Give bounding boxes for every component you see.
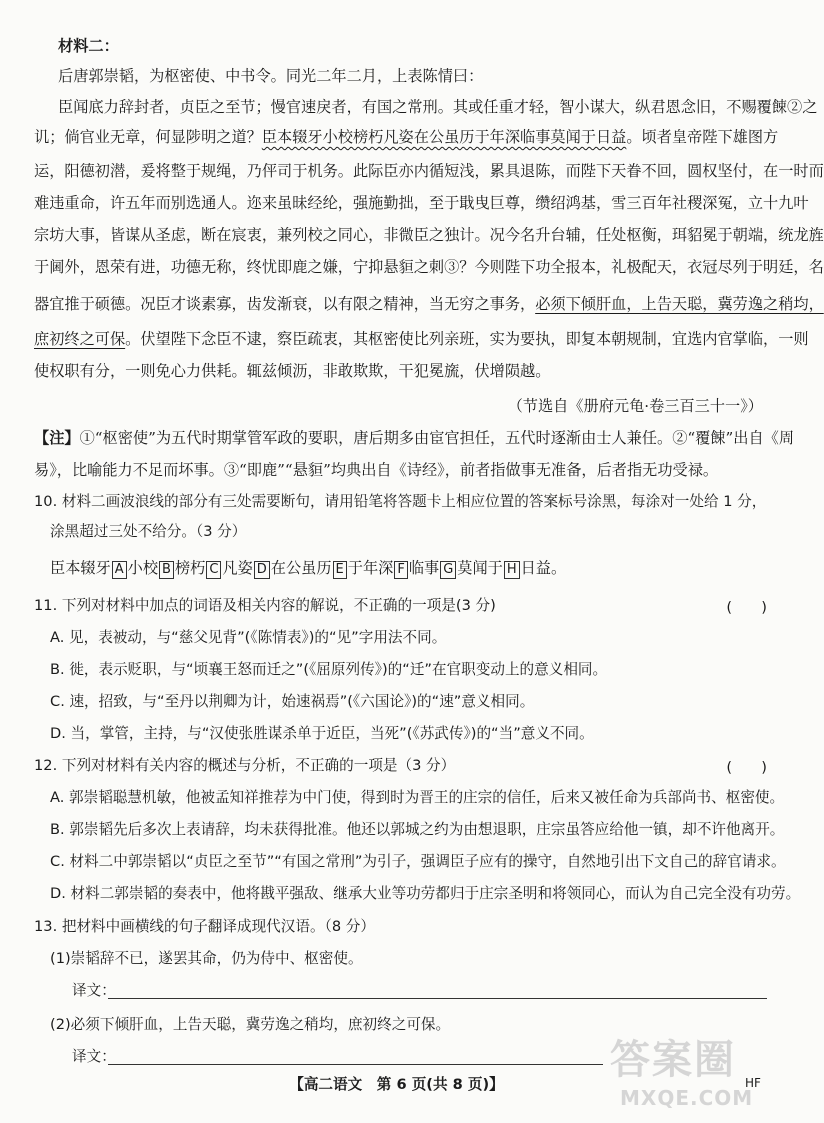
watermark-url: MXQE.COM [620,1086,754,1110]
page-footer: 【高二语文 第 6 页(共 8 页)】 [289,1076,504,1093]
q10-mark-b[interactable]: B [159,561,174,579]
q13-answer-line-1[interactable] [108,998,767,999]
q10-mark-h[interactable]: H [504,561,520,579]
q10-seg: 于年深 [347,559,394,577]
q11-option-b: B. 徙，表示贬职，与“顷襄王怒而迁之”(《屈原列传》)的“迁”在官职变动上的意义相同。 [50,661,608,678]
wavy-line-sentence: 臣本辍牙小校榜朽凡姿在公虽历于年深临事莫闻于日益 [261,128,627,146]
q12-answer-paren[interactable]: ( ) [726,759,767,776]
q12-option-d: D. 材料二郭崇韬的奏表中，他将戡平强敌、继承大业等功劳都归于庄宗圣明和将领同心，而认为自己完全没有功劳。 [50,885,801,902]
q11-answer-paren[interactable]: ( ) [726,599,767,616]
q13-answer-label-2: 译文： [72,1048,116,1065]
notes-label: 【注】 [34,429,80,447]
passage-line-2-head: 讥；倘官业无章，何显陟明之道？ [34,128,262,146]
q12-stem: 12. 下列对材料有关内容的概述与分析，不正确的一项是（3 分） [34,757,456,774]
passage-line-6: 于阃外，恩荣有进，功德无称，终忧即鹿之嫌，宁抑悬貆之刺③？今则陛下功全报本，礼极配天，衣冠尽列于明廷，名 [34,258,824,276]
q10-mark-c[interactable]: C [206,561,221,579]
q11-option-c: C. 速，招致，与“至丹以荆卿为计，始速祸焉”(《六国论》)的“速”意义相同。 [50,693,535,710]
q11-option-a: A. 见，表被动，与“慈父见背”(《陈情表》)的“见”字用法不同。 [50,629,447,646]
material-heading: 材料二： [58,37,119,55]
q13-stem: 13. 把材料中画横线的句子翻译成现代汉语。（8 分） [34,918,375,935]
underlined-sentence-part2: 庶初终之可保 [34,330,126,348]
notes-line-2: 易》，比喻能力不足而坏事。③“即鹿”“悬貆”均典出自《诗经》，前者指做事无准备，后者指无功受禄。 [34,461,719,479]
passage-line-4: 难违重命，许五年而别选通人。迩来虽昧经纶，强施勤拙，至于戢曳巨尊，缵绍鸿基，雪三百年社稷深冤，立十九叶 [34,194,809,212]
material-intro: 后唐郭崇韬，为枢密使、中书令。同光二年二月，上表陈情曰： [58,67,484,85]
q12-option-c: C. 材料二中郭崇韬以“贞臣之至节”“有国之常刑”为引子，强调臣子应有的操守，自然地引出下文自己的辞官请求。 [50,853,786,870]
q13-sentence-1: (1)崇韬辞不已，遂罢其命，仍为侍中、枢密使。 [50,950,363,967]
q10-seg: 临事 [408,559,440,577]
source-citation: （节选自《册府元龟·卷三百三十一》） [507,397,763,415]
q13-answer-label-1: 译文： [72,982,116,999]
passage-line-7-head: 器宜推于硕德。况臣才谈素寡，齿发渐衰，以有限之精神，当无穷之事务， [34,295,536,313]
q12-option-a: A. 郭崇韬聪慧机敏，他被孟知祥推荐为中门使，得到时为晋王的庄宗的信任，后来又被任命为兵部尚书、枢密使。 [50,789,785,806]
q10-mark-e[interactable]: E [333,561,347,579]
q10-mark-a[interactable]: A [112,561,127,579]
q10-seg: 日益。 [520,559,567,577]
passage-line-9: 使权职有分，一则免心力供耗。辄兹倾沥，非敢欺欺，干犯冕旒，伏增陨越。 [34,362,551,380]
q10-mark-g[interactable]: G [440,561,456,579]
q10-mark-d[interactable]: D [254,561,270,579]
q10-segmented-sentence [50,558,566,579]
passage-line-2 [34,127,778,147]
q13-sentence-2: (2)必须下倾肝血，上告天聪，冀劳逸之稍均，庶初终之可保。 [50,1016,451,1033]
footer-code: HF [745,1076,761,1090]
underlined-sentence-part1: 必须下倾肝血，上告天聪，冀劳逸之稍均， [535,295,824,313]
passage-line-7 [34,294,824,314]
q10-mark-f[interactable]: F [394,561,407,579]
q13-answer-line-2[interactable] [108,1064,603,1065]
passage-line-8 [34,329,809,349]
q10-seg: 莫闻于 [457,559,503,577]
watermark-logo: 答案圈 [610,1037,736,1083]
passage-line-8-tail: 。伏望陛下念臣不逮，察臣疏衷，其枢密使比列亲班，实为要执，即复本朝规制，宜选内官掌临，一则 [125,330,809,348]
q10-seg: 小校 [127,559,159,577]
q10-seg: 在公虽历 [270,559,332,577]
q12-option-b: B. 郭崇韬先后多次上表请辞，均未获得批准。他还以郭城之约为由想退职，庄宗虽答应给他一镇，却不许他离开。 [50,821,785,838]
q10-seg: 凡姿 [222,559,253,577]
q11-option-d: D. 当，掌管，主持，与“汉使张胜谋杀单于近臣，当死”(《苏武传》)的“当”意义不同。 [50,725,594,742]
q10-stem-line-2: 涂黑超过三处不给分。（3 分） [50,523,247,540]
passage-line-5: 宗坊大事，皆谋从圣虑，断在宸衷，兼列校之同心，非微臣之独计。况今名升台辅，任处枢衡，珥貂冕于朝端，统龙旌 [34,226,824,244]
q11-stem: 11. 下列对材料中加点的词语及相关内容的解说，不正确的一项是(3 分) [34,597,496,614]
passage-line-1: 臣闻底力辞封者，贞臣之至节；慢官速戾者，有国之常刑。其或任重才轻，智小谋大，纵君恩念旧，不赐覆餗②之 [58,98,818,116]
q10-seg: 臣本辍牙 [50,559,111,577]
notes-text-1: ①“枢密使”为五代时期掌管军政的要职，唐后期多由宦官担任，五代时逐渐由士人兼任。②“覆餗”出自《周 [79,429,795,447]
notes-line-1 [34,428,794,448]
q10-stem-line-1: 10. 材料二画波浪线的部分有三处需要断句，请用铅笔将答题卡上相应位置的答案标号涂黑，每涂对一处给 1 分， [34,493,767,510]
passage-line-3: 运，阳德初潜，爰将整于规绳，乃伻司于机务。此际臣亦内循短浅，累具退陈，而陛下天眷不回，圆权坚付，在一时而 [34,162,824,180]
q10-seg: 榜朽 [174,559,206,577]
passage-line-2-tail: 。顷者皇帝陛下雄图方 [626,128,779,146]
